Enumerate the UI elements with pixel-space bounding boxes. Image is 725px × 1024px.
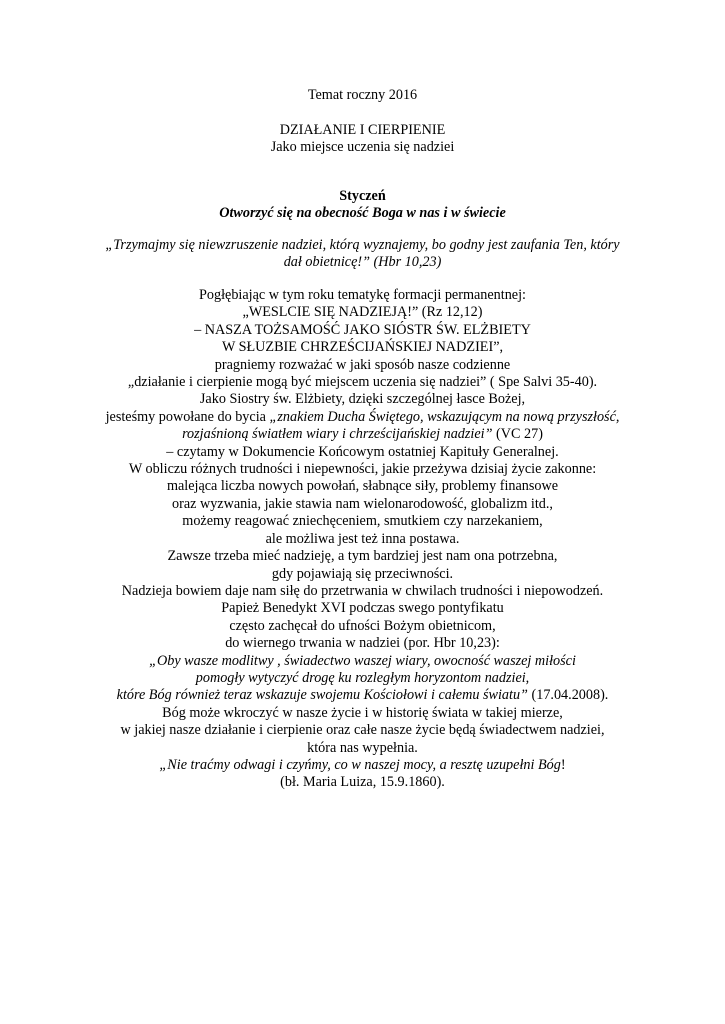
body-line <box>40 409 685 426</box>
body-line: pragniemy rozważać w jaki sposób nasze codzienne <box>214 356 511 373</box>
body-text-plain: (VC 27) <box>492 426 543 443</box>
body-quote-italic: które Bóg również teraz wskazuje swojemu Kościołowi i całemu światu” <box>116 687 528 704</box>
body-line: ale możliwa jest też inna postawa. <box>265 530 460 547</box>
body-line: – NASZA TOŻSAMOŚĆ JAKO SIÓSTR ŚW. ELŻBIETY <box>194 321 531 338</box>
opening-quote-line: „Trzymajmy się niewzruszenie nadziei, którą wyznajemy, bo godny jest zaufania Ten, który <box>105 237 620 253</box>
body-line: „działanie i cierpienie mogą być miejscem uczenia się nadziei” ( Spe Salvi 35-40). <box>127 374 598 391</box>
document-subtitle: Jako miejsce uczenia się nadziei <box>270 139 455 156</box>
body-line: do wiernego trwania w nadziei (por. Hbr 10,23): <box>225 635 500 652</box>
year-theme-heading: Temat roczny 2016 <box>307 87 418 103</box>
title-block <box>40 122 685 157</box>
month-name: Styczeń <box>339 188 386 204</box>
body-quote-italic: rozjaśnioną światłem wiary i chrześcijańskiej nadziei” <box>182 426 493 443</box>
body-line: w jakiej nasze działanie i cierpienie oraz całe nasze życie będą świadectwem nadziei, <box>120 722 605 739</box>
body-quote-italic: pomogły wytyczyć drogę ku rozległym horyzontom nadziei, <box>195 669 530 686</box>
body-line: która nas wypełnia. <box>307 739 418 756</box>
body-quote-italic: „Nie traćmy odwagi i czyńmy, co w naszej mocy, a resztę uzupełni Bóg <box>159 756 561 773</box>
body-line: gdy pojawiają się przeciwności. <box>271 565 454 582</box>
body-line: możemy reagować zniechęceniem, smutkiem czy narzekaniem, <box>182 513 543 530</box>
body-line: Bóg może wkroczyć w nasze życie i w historię świata w takiej mierze, <box>162 704 563 721</box>
body-line: W obliczu różnych trudności i niepewności, jakie przeżywa dzisiaj życie zakonne: <box>128 461 597 478</box>
body-line: często zachęcał do ufności Bożym obietnicom, <box>229 617 496 634</box>
body-line: Zawsze trzeba mieć nadzieję, a tym bardziej jest nam ona potrzebna, <box>167 548 558 565</box>
opening-quote-line: dał obietnicę!” (Hbr 10,23) <box>283 254 442 271</box>
body-line: malejąca liczba nowych powołań, słabnące siły, problemy finansowe <box>166 478 559 495</box>
document-title: DZIAŁANIE I CIERPIENIE <box>279 122 446 138</box>
body-line <box>40 426 685 443</box>
body-text-plain: ! <box>560 756 566 773</box>
month-theme: Otworzyć się na obecność Boga w nas i w świecie <box>219 205 506 222</box>
body-text <box>40 287 685 792</box>
body-line: Pogłębiając w tym roku tematykę formacji permanentnej: <box>199 287 526 303</box>
year-theme-block <box>40 87 685 104</box>
body-line: oraz wyzwania, jakie stawia nam wielonarodowość, globalizm itd., <box>172 495 553 512</box>
body-line: W SŁUZBIE CHRZEŚCIJAŃSKIEJ NADZIEI”, <box>221 339 504 356</box>
body-line: Papież Benedykt XVI podczas swego pontyfikatu <box>221 600 504 617</box>
body-line <box>40 757 685 774</box>
body-line: „WESLCIE SIĘ NADZIEJĄ!” (Rz 12,12) <box>242 304 483 321</box>
month-block <box>40 188 685 223</box>
body-line: Nadzieja bowiem daje nam siłę do przetrwania w chwilach trudności i niepowodzeń. <box>121 582 604 599</box>
body-quote-italic: „Oby wasze modlitwy , świadectwo waszej wiary, owocność waszej miłości <box>149 652 576 669</box>
body-line <box>40 687 685 704</box>
body-line: – czytamy w Dokumencie Końcowym ostatniej Kapituły Generalnej. <box>166 443 559 460</box>
opening-quote <box>40 237 685 272</box>
body-text-plain: jesteśmy powołane do bycia <box>105 408 270 425</box>
body-text-plain: (17.04.2008). <box>527 687 609 704</box>
body-line: Jako Siostry św. Elżbiety, dzięki szczególnej łasce Bożej, <box>199 391 526 408</box>
body-line: (bł. Maria Luiza, 15.9.1860). <box>280 774 445 791</box>
body-quote-italic: „znakiem Ducha Świętego, wskazującym na nową przyszłość, <box>269 408 620 425</box>
